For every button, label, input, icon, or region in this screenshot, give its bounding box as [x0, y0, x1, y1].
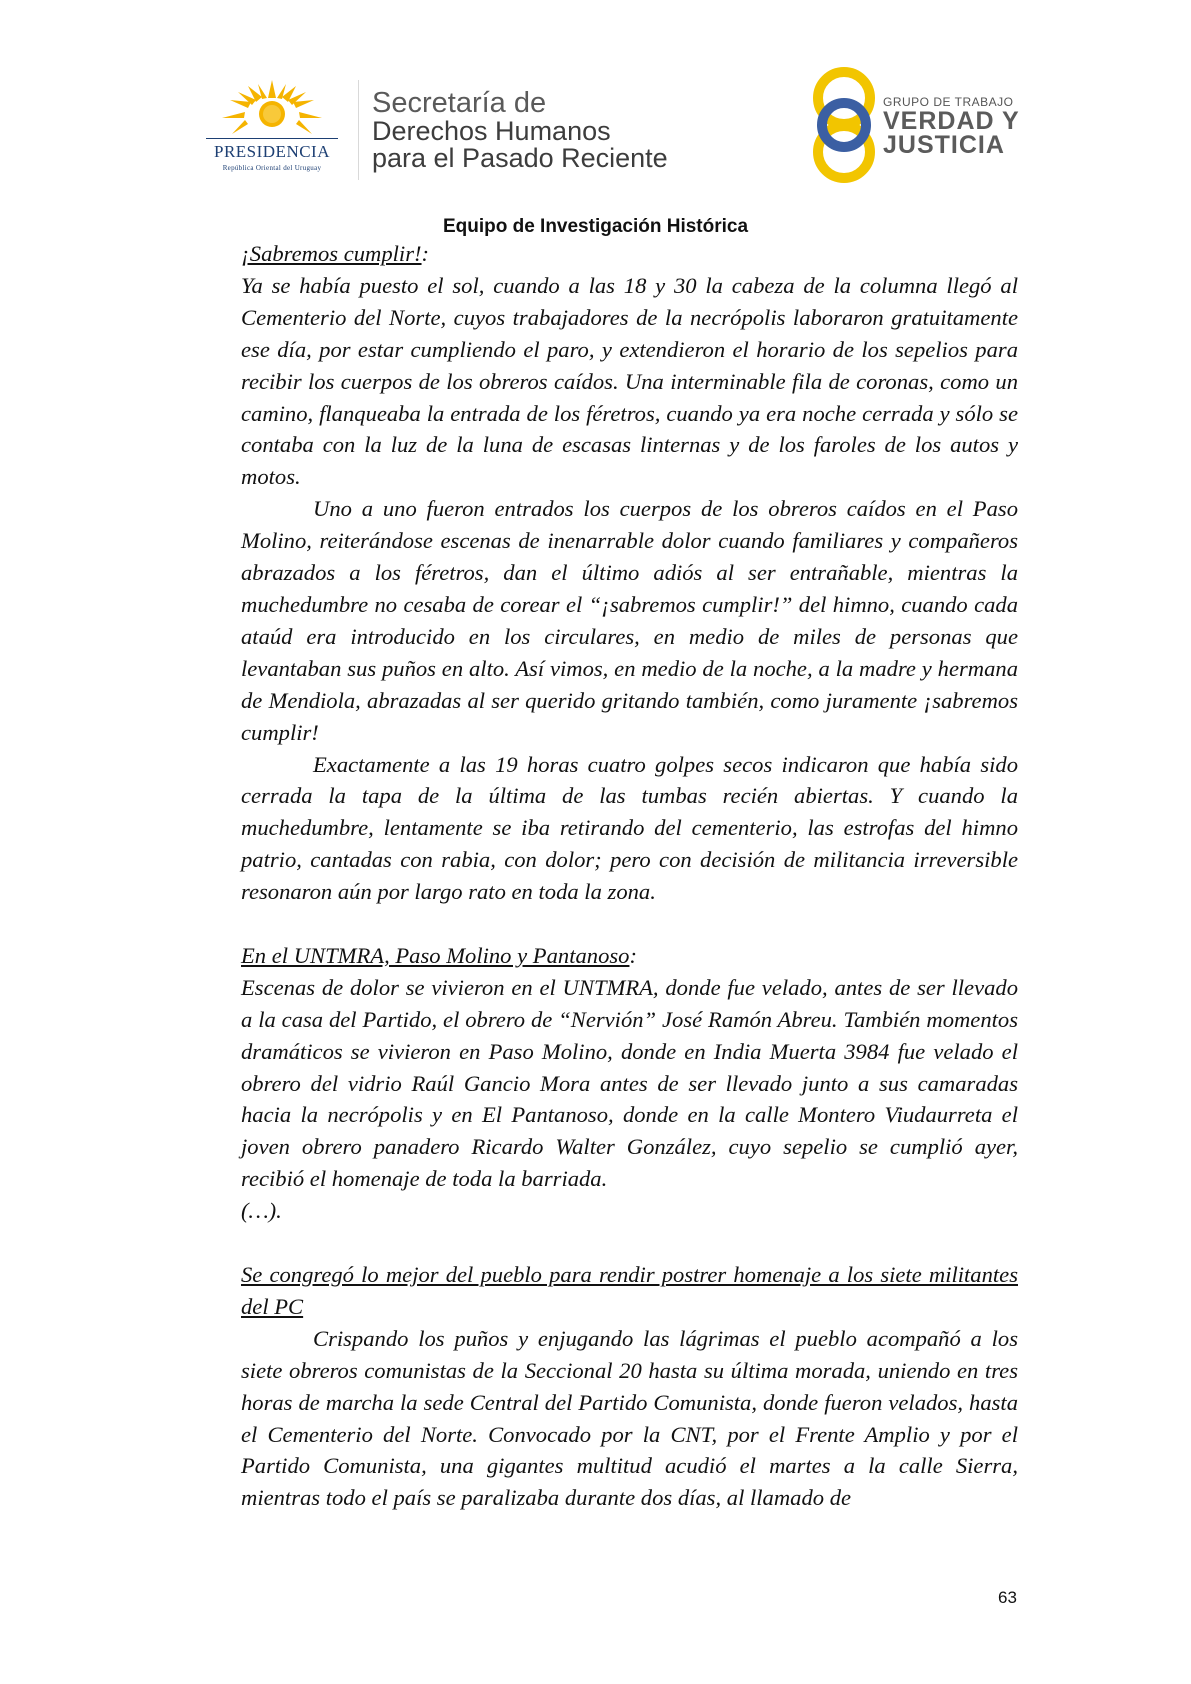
- sun-icon: [218, 80, 326, 140]
- team-title: Equipo de Investigación Histórica: [442, 216, 749, 237]
- gtvj-line-3: JUSTICIA: [883, 131, 1005, 159]
- secretaria-line-3: para el Pasado Reciente: [372, 143, 668, 173]
- ellipsis-line: (…).: [241, 1198, 282, 1224]
- section-heading-3: Se congregó lo mejor del pueblo para rendir postrer homenaje a los siete militantes del PC: [241, 1261, 1018, 1319]
- heading-2-text: En el UNTMRA, Paso Molino y Pantanoso: [241, 942, 630, 968]
- secretaria-line-1: Secretaría de: [372, 87, 547, 119]
- document-body: [241, 238, 1018, 1514]
- paragraph-3: Exactamente a las 19 horas cuatro golpes secos indicaron que había sido cerrada la tapa de la última de las tumbas recién abiertas. Y cuando la muchedumbre, lentamente se iba retirando del cementerio, las estrofas del himno patrio, cantadas con rabia, con dolor; pero con decisión de militancia irreversible resonaron aún por largo rato en toda la zona.: [241, 751, 1018, 905]
- secretaria-logo-text: [372, 88, 668, 172]
- section-heading-2: [241, 940, 1018, 972]
- presidencia-rule: [206, 138, 338, 139]
- page-header: [0, 0, 1191, 200]
- paragraph-4: Escenas de dolor se vivieron en el UNTMRA, donde fue velado, antes de ser llevado a la casa del Partido, el obrero de “Nervión” José Ramón Abreu. También momentos dramáticos se vivieron en Paso Molino, donde en India Muerta 3984 fue velado el obrero del vidrio Raúl Gancio Mora antes de ser llevado junto a sus camaradas hacia la necrópolis y en El Pantanoso, donde en la calle Montero Viudaurreta el joven obrero panadero Ricardo Walter González, cuyo sepelio se cumplió ayer, recibió el homenaje de toda la barriada.: [241, 974, 1018, 1192]
- heading-1-text: ¡Sabremos cumplir!: [241, 241, 422, 266]
- presidencia-subtitle: República Oriental del Uruguay: [222, 164, 322, 172]
- section-heading-1: [241, 238, 1018, 270]
- heading-2-colon: :: [629, 942, 637, 968]
- page-number: 63: [998, 1588, 1017, 1607]
- gtvj-line-1: GRUPO DE TRABAJO: [883, 95, 1014, 109]
- paragraph-2: Uno a uno fueron entrados los cuerpos de los obreros caídos en el Paso Molino, reiterándose escenas de inenarrable dolor cuando familiares y compañeros abrazados a los féretros, dan el último adiós al ser entrañable, mientras la muchedumbre no cesaba de corear el “¡sabremos cumplir!” del himno, cuando cada ataúd era introducido en los circulares, en medio de miles de personas que levantaban sus puños en alto. Así vimos, en medio de la noche, a la madre y hermana de Mendiola, abrazadas al ser querido gritando también, como juramente ¡sabremos cumplir!: [241, 496, 1018, 745]
- paragraph-5: Crispando los puños y enjugando las lágrimas el pueblo acompañó a los siete obreros comunistas de la Seccional 20 hasta su última morada, uniendo en tres horas de marcha la sede Central del Partido Comunista, donde fueron velados, hasta el Cementerio del Norte. Convocado por la CNT, por el Frente Amplio y por el Partido Comunista, una gigantes multitud acudió el martes a la calle Sierra, mientras todo el país se paralizaba durante dos días, al llamado de: [241, 1325, 1018, 1511]
- paragraph-1: Ya se había puesto el sol, cuando a las 18 y 30 la cabeza de la columna llegó al Cementerio del Norte, cuyos trabajadores de la necrópolis laboraron gratuitamente ese día, por estar cumpliendo el paro, y extendieron el horario de los sepelios para recibir los cuerpos de los obreros caídos. Una interminable fila de coronas, como un camino, flanqueaba la entrada de los féretros, cuando ya era noche cerrada y sólo se contaba con la luz de la luna de escasas linternas y de los faroles de los autos y motos.: [241, 272, 1018, 490]
- secretaria-line-2: Derechos Humanos: [372, 116, 611, 146]
- blank-line: [241, 1227, 1018, 1259]
- gtvj-line-2: VERDAD Y: [883, 107, 1020, 135]
- gtvj-logo-text: [883, 95, 1020, 157]
- presidencia-name: PRESIDENCIA: [213, 142, 330, 161]
- header-divider: [358, 80, 359, 180]
- presidencia-logo: [196, 80, 348, 180]
- blank-line: [241, 908, 1018, 940]
- heading-1-colon: :: [421, 241, 430, 266]
